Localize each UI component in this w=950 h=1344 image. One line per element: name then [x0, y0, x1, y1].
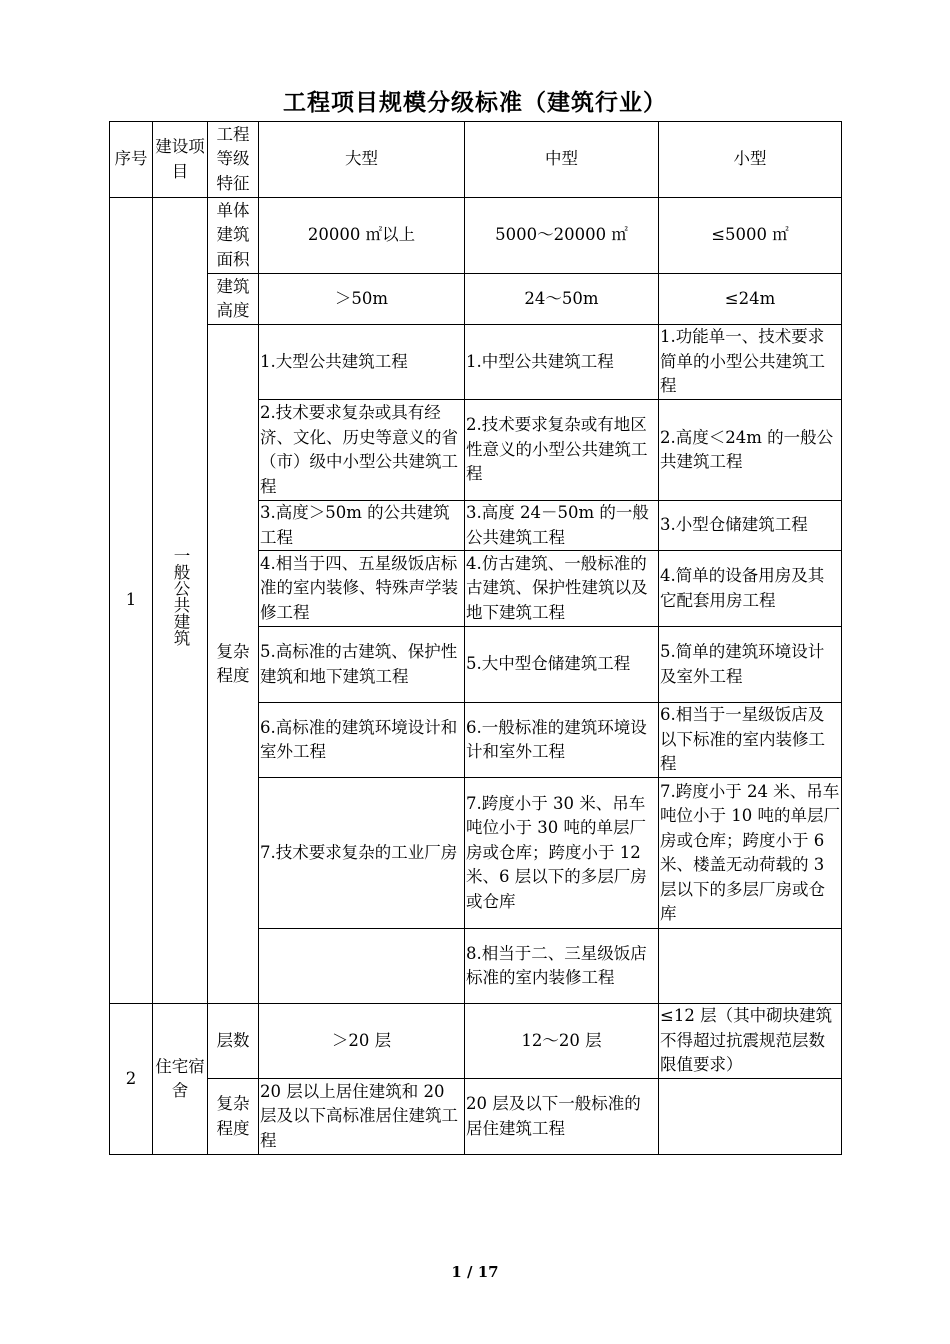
sec1-c2-large: 2.技术要求复杂或具有经济、文化、历史等意义的省（市）级中小型公共建筑工程	[259, 400, 465, 501]
sec1-c7-medium: 7.跨度小于 30 米、吊车吨位小于 30 吨的单层厂房或仓库；跨度小于 12 米、6 层以下的多层厂房或仓库	[465, 778, 659, 929]
sec2-floors-large: ＞20 层	[259, 1004, 465, 1079]
sec2-seq: 2	[110, 1004, 153, 1155]
sec1-c8-medium: 8.相当于二、三星级饭店标准的室内装修工程	[465, 929, 659, 1004]
sec1-seq: 1	[110, 198, 153, 1004]
table-row	[110, 1004, 842, 1079]
sec1-area-medium: 5000～20000 ㎡	[465, 198, 659, 274]
header-small: 小型	[659, 122, 842, 198]
sec1-c8-small	[659, 929, 842, 1004]
sec1-c3-large: 3.高度＞50m 的公共建筑工程	[259, 501, 465, 551]
sec2-project: 住宅宿舍	[153, 1004, 208, 1155]
sec1-c3-small: 3.小型仓储建筑工程	[659, 501, 842, 551]
sec1-height-small: ≤24m	[659, 274, 842, 325]
sec1-c6-small: 6.相当于一星级饭店及以下标准的室内装修工程	[659, 703, 842, 778]
table-row	[110, 198, 842, 274]
table-row	[110, 325, 842, 400]
sec1-complexity-label: 复杂程度	[208, 325, 259, 1004]
sec1-area-small: ≤5000 ㎡	[659, 198, 842, 274]
sec1-c1-small: 1.功能单一、技术要求简单的小型公共建筑工程	[659, 325, 842, 400]
sec1-c5-medium: 5.大中型仓储建筑工程	[465, 627, 659, 703]
header-large: 大型	[259, 122, 465, 198]
header-project: 建设项目	[153, 122, 208, 198]
sec1-height-medium: 24～50m	[465, 274, 659, 325]
table-row	[110, 1079, 842, 1155]
header-feature: 工程等级特征	[208, 122, 259, 198]
sec1-height-large: ＞50m	[259, 274, 465, 325]
sec1-area-large: 20000 ㎡以上	[259, 198, 465, 274]
sec1-c1-medium: 1.中型公共建筑工程	[465, 325, 659, 400]
sec1-c4-large: 4.相当于四、五星级饭店标准的室内装修、特殊声学装修工程	[259, 551, 465, 627]
page-number: 1 / 17	[451, 1263, 499, 1281]
sec2-complexity-medium: 20 层及以下一般标准的居住建筑工程	[465, 1079, 659, 1155]
sec1-c5-large: 5.高标准的古建筑、保护性建筑和地下建筑工程	[259, 627, 465, 703]
document-title: 工程项目规模分级标准（建筑行业）	[283, 90, 667, 116]
sec1-c7-large: 7.技术要求复杂的工业厂房	[259, 778, 465, 929]
sec1-c4-medium: 4.仿古建筑、一般标准的古建筑、保护性建筑以及地下建筑工程	[465, 551, 659, 627]
table-row	[110, 274, 842, 325]
header-medium: 中型	[465, 122, 659, 198]
sec2-floors-medium: 12～20 层	[465, 1004, 659, 1079]
sec1-c2-medium: 2.技术要求复杂或有地区性意义的小型公共建筑工程	[465, 400, 659, 501]
sec1-c1-large: 1.大型公共建筑工程	[259, 325, 465, 400]
sec2-floors-label: 层数	[208, 1004, 259, 1079]
sec1-project: 一般公共建筑	[171, 547, 190, 647]
sec1-c3-medium: 3.高度 24－50m 的一般公共建筑工程	[465, 501, 659, 551]
sec1-c6-large: 6.高标准的建筑环境设计和室外工程	[259, 703, 465, 778]
sec1-area-label: 单体建筑面积	[208, 198, 259, 274]
sec1-c8-large	[259, 929, 465, 1004]
sec2-complexity-large: 20 层以上居住建筑和 20 层及以下高标准居住建筑工程	[259, 1079, 465, 1155]
sec2-complexity-label: 复杂程度	[208, 1079, 259, 1155]
sec2-complexity-small	[659, 1079, 842, 1155]
sec1-project-cell	[153, 198, 208, 1004]
sec1-c7-small: 7.跨度小于 24 米、吊车吨位小于 10 吨的单层厂房或仓库；跨度小于 6 米、楼盖无动荷载的 3 层以下的多层厂房或仓库	[659, 778, 842, 929]
sec1-c5-small: 5.简单的建筑环境设计及室外工程	[659, 627, 842, 703]
sec1-c6-medium: 6.一般标准的建筑环境设计和室外工程	[465, 703, 659, 778]
sec2-floors-small: ≤12 层（其中砌块建筑不得超过抗震规范层数限值要求）	[659, 1004, 842, 1079]
sec1-c4-small: 4.简单的设备用房及其它配套用房工程	[659, 551, 842, 627]
sec1-height-label: 建筑高度	[208, 274, 259, 325]
sec1-c2-small: 2.高度＜24m 的一般公共建筑工程	[659, 400, 842, 501]
header-seq: 序号	[110, 122, 153, 198]
scale-standard-table	[109, 121, 842, 1155]
header-row	[110, 122, 842, 198]
